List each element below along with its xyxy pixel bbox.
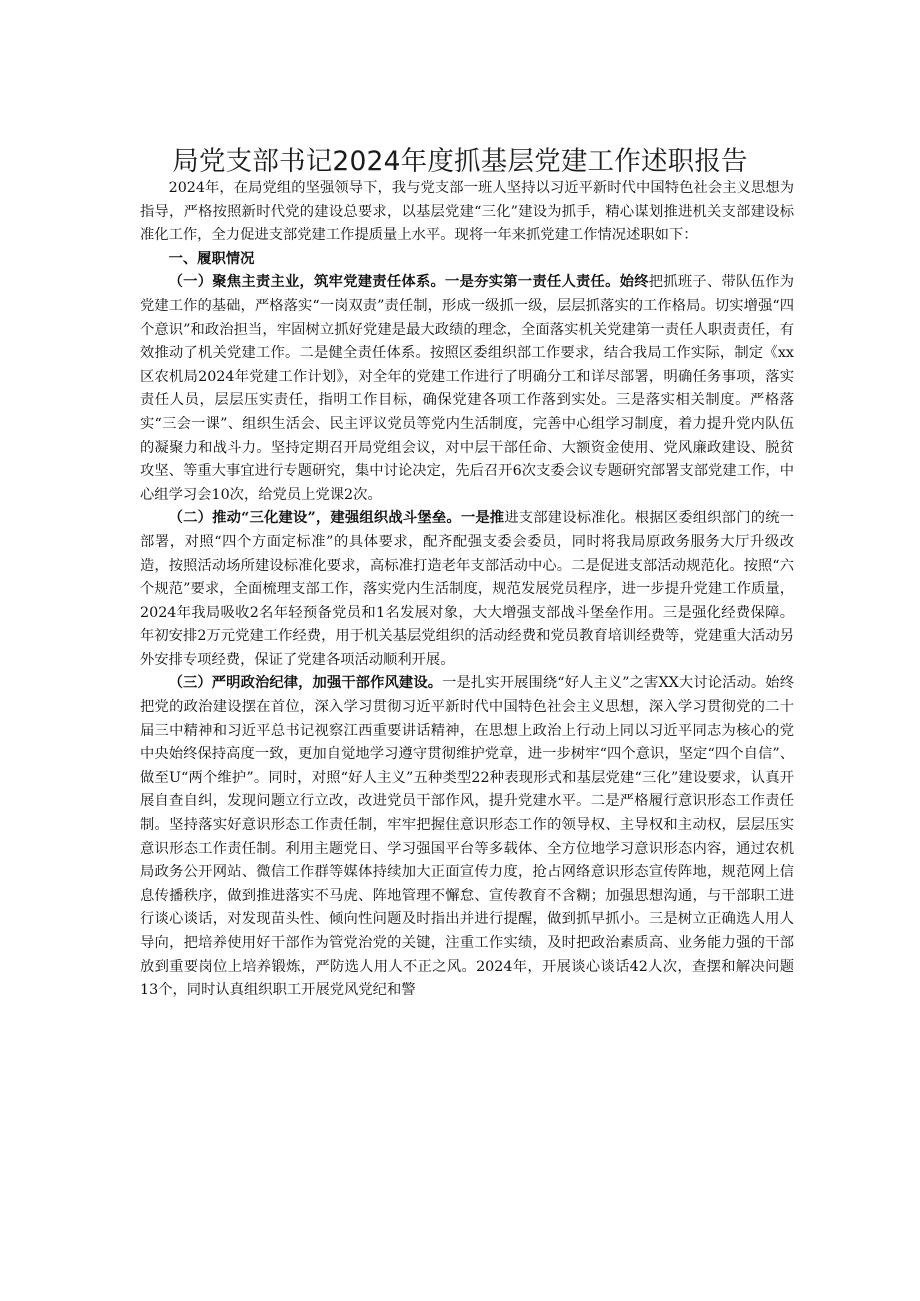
paragraph-subsection-3 bbox=[140, 672, 794, 1002]
paragraph-subsection-2 bbox=[140, 507, 794, 672]
intro-paragraph: 2024年，在局党组的坚强领导下，我与党支部一班人坚持以习近平新时代中国特色社会主义思想为指导，严格按照新时代党的建设总要求，以基层党建“三化”建设为抓手，精心谋划推进机关支部建设标准化工作，全力促进支部党建工作提质量上水平。现将一年来抓党建工作情况述职如下： bbox=[140, 180, 794, 244]
subsection-1-text: 把抓班子、带队伍作为党建工作的基础，严格落实“一岗双责”责任制，形成一级抓一级，层层抓落实的工作格局。切实增强“四个意识”和政治担当，牢固树立抓好党建是最大政绩的理念，全面落实机关党建第一责任人职责责任，有效推动了机关党建工作。二是健全责任体系。按照区委组织部工作要求，结合我局工作实际，制定《xx区农机局2024年党建工作计划》，对全年的党建工作进行了明确分工和详尽部署，明确任务事项，落实责任人员，层层压实责任，指明工作目标，确保党建各项工作落到实处。三是落实相关制度。严格落实“三会一课”、组织生活会、民主评议党员等党内生活制度，完善中心组学习制度，着力提升党内队伍的凝聚力和战斗力。坚持定期召开局党组会议，对中层干部任命、大额资金使用、党风廉政建设、脱贫攻坚、等重大事宜进行专题研究，集中讨论决定，先后召开6次支委会议专题研究部署支部党建工作，中心组学习会10次，给党员上党课2次。 bbox=[140, 274, 794, 503]
subsection-3-lead: （三）严明政治纪律，加强干部作风建设。 bbox=[168, 675, 443, 692]
subsection-1-lead: （一）聚焦主责主业，筑牢党建责任体系。一是夯实第一责任人责任。始终 bbox=[168, 274, 649, 291]
subsection-3-text: 一是扎实开展围绕“好人主义”之害XX大讨论活动。始终把党的政治建设摆在首位，深入学习贯彻习近平新时代中国特色社会主义思想，深入学习贯彻党的二十届三中精神和习近平总书记视察江西重要讲话精神，在思想上政治上行动上同以习近平同志为核心的党中央始终保持高度一致，更加自觉地学习遵守贯彻维护党章，进一步树牢“四个意识，坚定“四个自信”、做至U“两个维护”。同时，对照“好人主义”五种类型22种表现形式和基层党建“三化”建设要求，认真开展自查自纠，发现问题立行立改，改进党员干部作风，提升党建水平。二是严格履行意识形态工作责任制。坚持落实好意识形态工作责任制，牢牢把握住意识形态工作的领导权、主导权和主动权，层层压实意识形态工作责任制。利用主题党日、学习强国平台等多载体、全方位地学习意识形态内容，通过农机局政务公开网站、微信工作群等媒体持续加大正面宣传力度，抢占网络意识形态宣传阵地，规范网上信息传播秩序，做到推进落实不马虎、阵地管理不懈怠、宣传教育不含糊；加强思想沟通，与干部职工进行谈心谈话，对发现苗头性、倾向性问题及时指出并进行提醒，做到抓早抓小。三是树立正确选人用人导向，把培养使用好干部作为管党治党的关键，注重工作实绩，及时把政治素质高、业务能力强的干部放到重要岗位上培养锻炼，严防选人用人不正之风。2024年，开展谈心谈话42人次，查摆和解决问题13个，同时认真组织职工开展党风党纪和警 bbox=[140, 675, 795, 999]
document-body bbox=[140, 177, 794, 1003]
paragraph-subsection-1 bbox=[140, 271, 794, 507]
document-title: 局党支部书记2024年度抓基层党建工作述职报告 bbox=[172, 145, 748, 177]
subsection-2-lead: （二）推动“三化建设”，建强组织战斗堡垒。一是推 bbox=[168, 510, 505, 527]
section-heading: 一、履职情况 bbox=[168, 250, 255, 267]
subsection-2-text: 进支部建设标准化。根据区委组织部门的统一部署，对照“四个方面定标准”的具体要求，配齐配强支委会委员，同时将我局原政务服务大厅升级改造，按照活动场所建设标准化要求，高标准打造老年支部活动中心。二是促进支部活动规范化。按照“六个规范”要求，全面梳理支部工作，落实党内生活制度，规范发展党员程序，进一步提升党建工作质量，2024年我局吸收2名年轻预备党员和1名发展对象，大大增强支部战斗堡垒作用。三是强化经费保障。年初安排2万元党建工作经费，用于机关基层党组织的活动经费和党员教育培训经费等，党建重大活动另外安排专项经费，保证了党建各项活动顺利开展。 bbox=[140, 510, 794, 668]
